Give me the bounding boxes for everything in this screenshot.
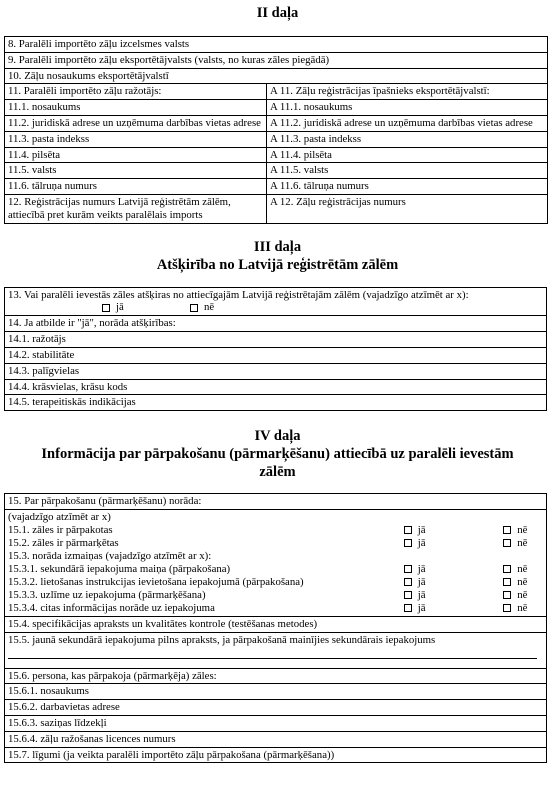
field-11: 11. Paralēli importēto zāļu ražotājs: [5,84,267,100]
part4-table [4,493,547,763]
yes-label: jā [417,576,426,589]
check-row [8,602,543,615]
field-a11-5: A 11.5. valsts [267,163,548,179]
field-10: 10. Zāļu nosaukums eksportētājvalstī [5,68,548,84]
field-14-3: 14.3. palīgvielas [5,363,547,379]
field-a11-6: A 11.6. tālruņa numurs [267,179,548,195]
field-15-instr: (vajadzīgo atzīmēt ar x) [8,510,111,523]
checkbox[interactable] [404,526,412,534]
part3-heading: III daļa [253,238,302,255]
no-label: nē [517,563,528,576]
check-label: 15.1. zāles ir pārpakotas [8,524,113,537]
field-15-6-2: 15.6.2. darbavietas adrese [5,700,547,716]
field-a12: A 12. Zāļu reģistrācijas numurs [267,194,548,223]
part3-table [4,287,547,412]
part4-subheading: Informācija par pārpakošanu (pārmarķēšanu) attiecībā uz paralēli ievestām zālēm [41,446,514,481]
field-15-6-4: 15.6.4. zāļu ražošanas licences numurs [5,731,547,747]
field-a11-3: A 11.3. pasta indekss [267,131,548,147]
field-15-6: 15.6. persona, kas pārpakoja (pārmarķēja) zāles: [5,668,547,684]
field-11-4: 11.4. pilsēta [5,147,267,163]
checkbox[interactable] [404,604,412,612]
checkbox[interactable] [404,565,412,573]
checkbox[interactable] [190,304,198,312]
yes-label: jā [417,563,426,576]
check-label: 15.3.4. citas informācijas norāde uz iepakojuma [8,602,215,615]
field-14-2: 14.2. stabilitāte [5,347,547,363]
field-15-4: 15.4. specifikācijas apraksts un kvalitātes kontrole (testēšanas metodes) [5,616,547,632]
part4-heading: IV daļa [254,428,301,445]
field-15-3: 15.3. norāda izmaiņas (vajadzīgo atzīmēt ar x): [8,549,212,562]
field-15-5 [5,632,547,668]
no-label: nē [517,524,528,537]
field-15-5-label: 15.5. jaunā sekundārā iepakojuma pilns apraksts, ja pārpakošanā mainījies sekundārais iepakojums [8,633,436,646]
field-a11: A 11. Zāļu reģistrācijas īpašnieks eksportētājvalstī: [267,84,548,100]
check-label: 15.3.2. lietošanas instrukcijas ievietošana iepakojumā (pārpakošana) [8,576,304,589]
field-8: 8. Paralēli importēto zāļu izcelsmes valsts [5,37,548,53]
field-14-5: 14.5. terapeitiskās indikācijas [5,395,547,411]
checkbox[interactable] [503,604,511,612]
yes-label: jā [116,301,124,314]
field-15-checks [5,509,547,616]
no-label: nē [517,589,528,602]
checkbox[interactable] [102,304,110,312]
checkbox[interactable] [503,565,511,573]
part3-subheading: Atšķirība no Latvijā reģistrētām zālēm [156,256,399,273]
checkbox[interactable] [503,526,511,534]
field-a11-2: A 11.2. juridiskā adrese un uzņēmuma darbības vietas adrese [267,115,548,131]
yes-label: jā [417,524,426,537]
check-row [8,524,543,537]
no-label: nē [517,602,528,615]
field-11-3: 11.3. pasta indekss [5,131,267,147]
check-row [8,563,543,576]
field-12: 12. Reģistrācijas numurs Latvijā reģistrētām zālēm, attiecībā pret kurām veikts paralēlais imports [5,194,267,223]
field-13 [5,287,547,316]
field-a11-1: A 11.1. nosaukums [267,100,548,116]
yes-label: jā [417,589,426,602]
part2-heading: II daļa [256,5,299,21]
field-15-6-1: 15.6.1. nosaukums [5,684,547,700]
field-15: 15. Par pārpakošanu (pārmarķēšanu) norāda: [5,494,547,510]
field-14: 14. Ja atbilde ir "jā", norāda atšķirības: [5,316,547,332]
no-label: nē [517,537,528,550]
field-11-5: 11.5. valsts [5,163,267,179]
checkbox[interactable] [503,591,511,599]
check-row [8,537,543,550]
field-15-7: 15.7. līgumi (ja veikta paralēli importēto zāļu pārpakošana (pārmarķēšana)) [5,747,547,763]
field-11-6: 11.6. tālruņa numurs [5,179,267,195]
check-row [8,589,543,602]
field-11-1: 11.1. nosaukums [5,100,267,116]
checkbox[interactable] [404,591,412,599]
check-label: 15.3.3. uzlīme uz iepakojuma (pārmarķēšana) [8,589,206,602]
check-label: 15.3.1. sekundārā iepakojuma maiņa (pārpakošana) [8,563,231,576]
answer-line[interactable] [8,647,537,659]
part2-table [4,36,548,224]
field-9: 9. Paralēli importēto zāļu eksportētājvalsts (valsts, no kuras zāles piegādā) [5,52,548,68]
field-13-label: 13. Vai paralēli ievestās zāles atšķiras no attiecīgajām Latvijā reģistrētajām zālēm (vajadzīgo atzīmēt ar x): [8,288,469,301]
field-15-6-3: 15.6.3. saziņas līdzekļi [5,715,547,731]
yes-label: jā [417,537,426,550]
checkbox[interactable] [404,539,412,547]
field-a11-4: A 11.4. pilsēta [267,147,548,163]
no-label: nē [517,576,528,589]
checkbox[interactable] [503,578,511,586]
check-label: 15.2. zāles ir pārmarķētas [8,537,119,550]
no-label: nē [204,301,215,314]
yes-label: jā [417,602,426,615]
checkbox[interactable] [404,578,412,586]
field-14-4: 14.4. krāsvielas, krāsu kods [5,379,547,395]
field-14-1: 14.1. ražotājs [5,332,547,348]
field-11-2: 11.2. juridiskā adrese un uzņēmuma darbības vietas adrese [5,115,267,131]
checkbox[interactable] [503,539,511,547]
check-row [8,576,543,589]
